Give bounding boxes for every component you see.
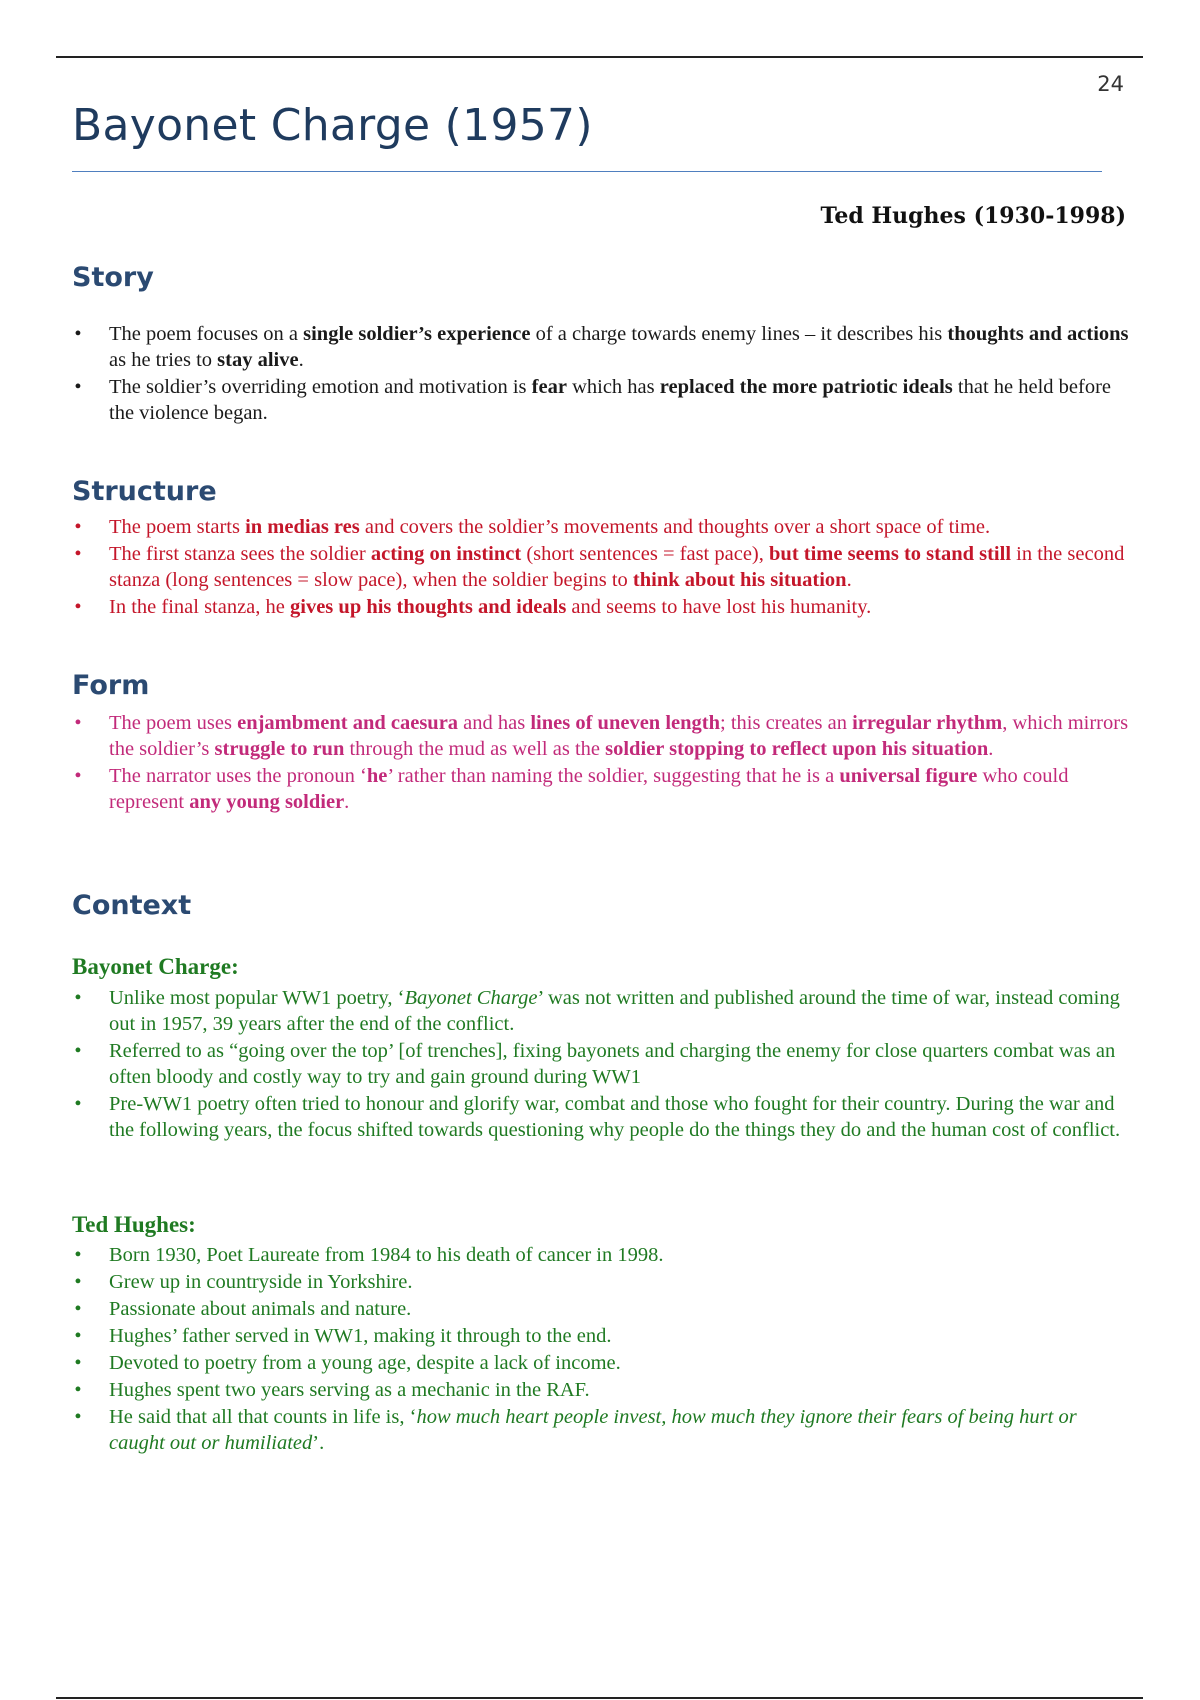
text-run: . [344, 791, 350, 813]
bullet-icon: • [74, 516, 82, 538]
text-run: soldier stopping to reflect upon his situation [605, 738, 989, 760]
title-underline [72, 171, 1102, 172]
structure-list [72, 514, 1132, 621]
text-run: . [988, 738, 994, 760]
bullet-icon: • [74, 1040, 82, 1062]
bullet-icon: • [74, 987, 82, 1009]
story-list [72, 321, 1132, 427]
text-run: Grew up in countryside in Yorkshire. [109, 1271, 413, 1293]
text-run: but time seems to stand still [769, 543, 1012, 565]
text-run: The soldier’s overriding emotion and motivation is [109, 376, 532, 398]
bullet-icon: • [74, 712, 82, 734]
text-run: lines of uneven length [530, 712, 721, 734]
text-run: Bayonet Charge [404, 987, 538, 1009]
text-run: in the second stanza (long sentences = slow pace), when the soldier begins to [109, 543, 1125, 591]
bullet-icon: • [74, 323, 82, 345]
text-run: and covers the soldier’s movements and thoughts over a short space of time. [359, 516, 991, 538]
list-item [72, 710, 1132, 762]
bullet-icon: • [74, 1406, 82, 1428]
list-item [72, 1377, 1132, 1403]
bayonet-charge-list [72, 985, 1132, 1144]
text-run: and seems to have lost his humanity. [566, 596, 872, 618]
text-run: irregular rhythm [852, 712, 1003, 734]
text-run: Hughes spent two years serving as a mechanic in the RAF. [109, 1379, 590, 1401]
list-item [72, 1350, 1132, 1376]
text-run: The poem starts [109, 516, 246, 538]
ted-hughes-list [72, 1242, 1132, 1457]
text-run: how much heart people invest, how much they ignore their fears of being hurt or caught out or humiliated [109, 1406, 1077, 1454]
list-item [72, 541, 1132, 593]
text-run: , which mirrors the soldier’s [109, 712, 1129, 760]
text-run: Hughes’ father served in WW1, making it through to the end. [109, 1325, 612, 1347]
text-run: In the final stanza, he [109, 596, 291, 618]
bullet-icon: • [74, 376, 82, 398]
bullet-icon: • [74, 1093, 82, 1115]
text-run: ; this creates an [720, 712, 853, 734]
list-item [72, 514, 1132, 540]
bullet-icon: • [74, 1352, 82, 1374]
text-run: ’ rather than naming the soldier, suggesting that he is a [387, 765, 840, 787]
list-item [72, 1269, 1132, 1295]
context-heading: Context [72, 890, 192, 921]
list-item [72, 321, 1132, 373]
text-run: The poem focuses on a [109, 323, 304, 345]
author-line: Ted Hughes (1930-1998) [820, 203, 1126, 229]
text-run: think about his situation [632, 569, 847, 591]
bottom-rule [56, 1697, 1143, 1699]
text-run: The poem uses [109, 712, 238, 734]
page-number: 24 [1097, 72, 1124, 96]
bullet-icon: • [74, 596, 82, 618]
bullet-icon: • [74, 1379, 82, 1401]
text-run: of a charge towards enemy lines – it describes his [530, 323, 948, 345]
bullet-icon: • [74, 765, 82, 787]
bullet-icon: • [74, 1244, 82, 1266]
list-item [72, 1323, 1132, 1349]
text-run: Referred to as “going over the top’ [of trenches], fixing bayonets and charging the enemy for close quarters combat was an often bloody and costly way to try and gain ground during WW1 [109, 1040, 1116, 1088]
bullet-icon: • [74, 1325, 82, 1347]
text-run: Passionate about animals and nature. [109, 1298, 412, 1320]
text-run: acting on instinct [370, 543, 522, 565]
text-run: Born 1930, Poet Laureate from 1984 to his death of cancer in 1998. [109, 1244, 664, 1266]
text-run: gives up his thoughts and ideals [290, 596, 567, 618]
text-run: thoughts and actions [947, 323, 1129, 345]
text-run: and has [458, 712, 531, 734]
text-run: struggle to run [214, 738, 345, 760]
bullet-icon: • [74, 1298, 82, 1320]
list-item [72, 1091, 1132, 1143]
text-run: fear [531, 376, 567, 398]
form-heading: Form [72, 670, 150, 701]
top-rule [56, 56, 1143, 58]
text-run: Unlike most popular WW1 poetry, ‘ [109, 987, 405, 1009]
text-run: ’ was not written and published around the time of war, instead coming out in 1957, 39 years after the end of the conflict. [109, 987, 1120, 1035]
bayonet-charge-subheading: Bayonet Charge: [72, 954, 239, 979]
list-item [72, 1242, 1132, 1268]
ted-hughes-subheading: Ted Hughes: [72, 1212, 196, 1237]
text-run: he [366, 765, 388, 787]
text-run: through the mud as well as the [344, 738, 606, 760]
text-run: in medias res [245, 516, 360, 538]
text-run: who could represent [109, 765, 1069, 813]
text-run: any young soldier [189, 791, 345, 813]
text-run: He said that all that counts in life is, ‘ [109, 1406, 417, 1428]
text-run: that he held before the violence began. [109, 376, 1112, 424]
text-run: single soldier’s experience [303, 323, 531, 345]
text-run: ’. [312, 1432, 325, 1454]
list-item [72, 1296, 1132, 1322]
text-run: . [846, 569, 852, 591]
bullet-icon: • [74, 543, 82, 565]
page-title: Bayonet Charge (1957) [72, 100, 593, 151]
text-run: Devoted to poetry from a young age, despite a lack of income. [109, 1352, 621, 1374]
list-item [72, 374, 1132, 426]
story-heading: Story [72, 262, 154, 293]
text-run: Pre-WW1 poetry often tried to honour and glorify war, combat and those who fought for their country. During the war and the following years, the focus shifted towards questioning why people do the things they do and the human cost of conflict. [109, 1093, 1121, 1141]
text-run: . [298, 349, 304, 371]
text-run: (short sentences = fast pace), [521, 543, 770, 565]
text-run: enjambment and caesura [237, 712, 459, 734]
text-run: stay alive [217, 349, 299, 371]
list-item [72, 1038, 1132, 1090]
text-run: replaced the more patriotic ideals [659, 376, 953, 398]
list-item [72, 1404, 1132, 1456]
form-list [72, 710, 1132, 816]
structure-heading: Structure [72, 476, 217, 507]
list-item [72, 985, 1132, 1037]
text-run: as he tries to [109, 349, 218, 371]
list-item [72, 763, 1132, 815]
bullet-icon: • [74, 1271, 82, 1293]
text-run: The first stanza sees the soldier [109, 543, 371, 565]
text-run: universal figure [839, 765, 978, 787]
text-run: which has [566, 376, 660, 398]
list-item [72, 594, 1132, 620]
text-run: The narrator uses the pronoun ‘ [109, 765, 367, 787]
